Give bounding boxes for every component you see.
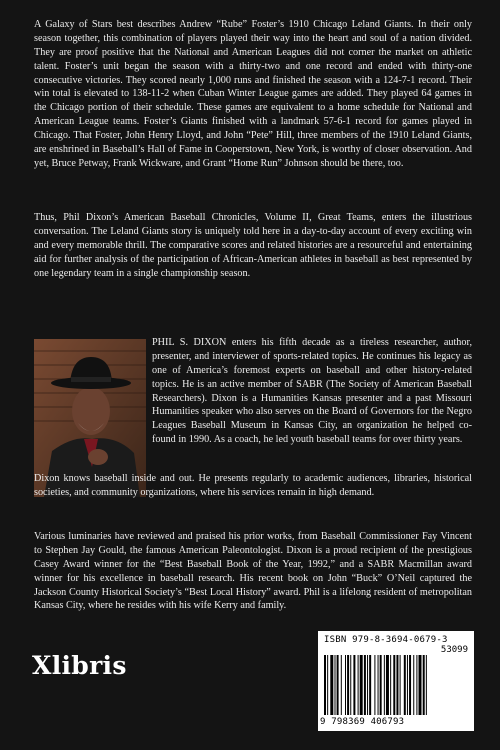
author-bio-paragraph-2: Dixon knows baseball inside and out. He presents regularly to academic audiences, libraries, historical societies, and community organizations, where his services remain in high demand. <box>34 473 472 498</box>
price-code: 53099 <box>440 645 468 655</box>
barcode-bars <box>324 655 468 717</box>
blurb-paragraph-2: Thus, Phil Dixon’s American Baseball Chronicles, Volume II, Great Teams, enters the illustrious conversation. The Leland Giants story is uniquely told here in a day-to-day account of every exciting win and every memorable thrill. The comparative scores and related histories are a resourceful and entertaining aid for further analysis of the participation of African-American athletes in baseball as best represented by one legendary team in a single championship season. <box>34 212 472 279</box>
isbn-barcode <box>318 631 474 731</box>
author-bio-paragraph-1: PHIL S. DIXON enters his fifth decade as a tireless researcher, author, presenter, and interviewer of sports-related topics. He continues his legacy as one of America’s foremost experts on baseball and other history-related topics. He is an active member of SABR (The Society of American Baseball Researchers). Dixon is a Humanities Kansas presenter and a past Missouri Humanities speaker who also serves on the Board of Governors for the Negro Leagues Baseball Museum in Kansas City, an organization he helped co-found in 1990. As a coach, he led youth baseball teams for over thirty years. <box>152 337 472 446</box>
blurb-paragraph-1: A Galaxy of Stars best describes Andrew “Rube” Foster’s 1910 Chicago Leland Giants. In their only season together, this combination of players played their way into the heart and soul of a nation divided. They are proof positive that the National and American Leagues did not corner the market on athletic talent. Foster’s unit began the season with a thirty-two and one record and ended with thirty-one consecutive victories. They scored nearly 1,000 runs and finished the season with a 124-7-1 record. Their win total is elevated to 138-11-2 when Cuban Winter League games are added. They played 64 games in the Chicago portion of their schedule. These games are equivalent to a home schedule for National and American League teams. Foster’s Giants finished with a landmark 57-6-1 record for games played in Chicago. That Foster, John Henry Lloyd, and John “Pete” Hill, three members of the 1910 Leland Giants, are enshrined in Baseball’s Hall of Fame in Cooperstown, New York, is worthy of closer observation. And yet, Bruce Petway, Frank Wickware, and Grant “Home Run” Johnson should be there, too. <box>34 19 472 169</box>
barcode-number: 9 798369 406793 <box>320 717 405 727</box>
publisher-logo: Xlibris <box>32 651 127 680</box>
author-bio-paragraph-3: Various luminaries have reviewed and praised his prior works, from Baseball Commissioner Fay Vincent to Stephen Jay Gould, the famous American Paleontologist. Dixon is a proud recipient of the prestigious Casey Award winner for the “Best Baseball Book of the Year, 1992,” and a SABR Macmillan award winner for his excellence in baseball research. His recent book on John “Buck” O’Neil captured the Jackson County Historical Society’s “Best Local History” award. Phil is a lifelong resident of metropolitan Kansas City, where he resides with his wife Kerry and family. <box>34 531 472 612</box>
isbn-label: ISBN 979-8-3694-0679-3 <box>324 635 448 645</box>
